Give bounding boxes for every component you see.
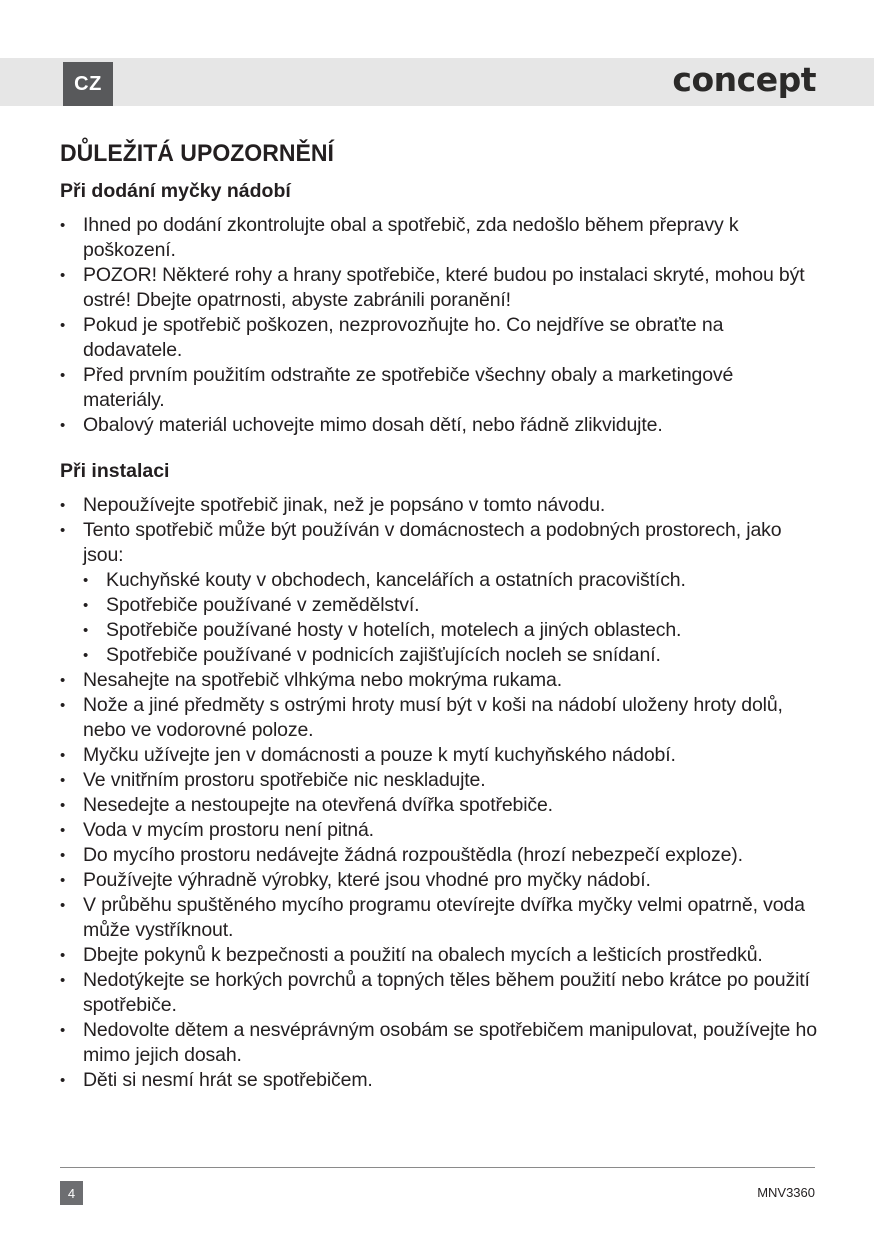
list-item: • POZOR! Některé rohy a hrany spotřebiče, které budou po instalaci skryté, mohou být ostré! Dbejte opatrnosti, abyste zabránili poranění!: [60, 263, 820, 313]
list-item: • Nože a jiné předměty s ostrými hroty musí být v koši na nádobí uloženy hroty dolů, nebo ve vodorovné poloze.: [60, 693, 820, 743]
footer-divider: [60, 1167, 815, 1168]
delivery-list: [60, 213, 820, 438]
page-title: DŮLEŽITÁ UPOZORNĚNÍ: [60, 140, 334, 167]
list-item: • Pokud je spotřebič poškozen, nezprovozňujte ho. Co nejdříve se obraťte na dodavatele.: [60, 313, 820, 363]
sublist-item: • Spotřebiče používané v podnicích zajišťujících nocleh se snídaní.: [83, 643, 820, 668]
list-item: • Do mycího prostoru nedávejte žádná rozpouštědla (hrozí nebezpečí exploze).: [60, 843, 820, 868]
list-item-text: Tento spotřebič může být používán v domácnostech a podobných prostorech, jako jsou:: [83, 519, 782, 566]
list-item: • Ihned po dodání zkontrolujte obal a spotřebič, zda nedošlo během přepravy k poškození.: [60, 213, 820, 263]
brand-logo: concept: [672, 60, 816, 99]
sublist-item: • Spotřebiče používané hosty v hotelích, motelech a jiných oblastech.: [83, 618, 820, 643]
list-item: • Nepoužívejte spotřebič jinak, než je popsáno v tomto návodu.: [60, 493, 820, 518]
language-badge: CZ: [63, 62, 113, 106]
sublist-item: • Spotřebiče používané v zemědělství.: [83, 593, 820, 618]
sublist-item: • Kuchyňské kouty v obchodech, kancelářích a ostatních pracovištích.: [83, 568, 820, 593]
list-item: • Nesahejte na spotřebič vlhkýma nebo mokrýma rukama.: [60, 668, 820, 693]
list-item: • Voda v mycím prostoru není pitná.: [60, 818, 820, 843]
list-item: • Ve vnitřním prostoru spotřebiče nic neskladujte.: [60, 768, 820, 793]
usage-sublist: [83, 568, 820, 668]
list-item: • Nedotýkejte se horkých povrchů a topných těles během použití nebo krátce po použití spotřebiče.: [60, 968, 820, 1018]
list-item: • V průběhu spuštěného mycího programu otevírejte dvířka myčky velmi opatrně, voda může vystříknout.: [60, 893, 820, 943]
list-item: • Nesedejte a nestoupejte na otevřená dvířka spotřebiče.: [60, 793, 820, 818]
list-item: • Myčku užívejte jen v domácnosti a pouze k mytí kuchyňského nádobí.: [60, 743, 820, 768]
installation-list: [60, 493, 820, 1093]
model-number: MNV3360: [757, 1185, 815, 1200]
list-item: • Nedovolte dětem a nesvéprávným osobám se spotřebičem manipulovat, používejte ho mimo jejich dosah.: [60, 1018, 820, 1068]
page-content: [60, 140, 820, 1093]
section-title-installation: Při instalaci: [60, 460, 170, 482]
list-item: • Děti si nesmí hrát se spotřebičem.: [60, 1068, 820, 1093]
list-item: • Obalový materiál uchovejte mimo dosah dětí, nebo řádně zlikvidujte.: [60, 413, 820, 438]
page-number: 4: [60, 1181, 83, 1205]
list-item: • Používejte výhradně výrobky, které jsou vhodné pro myčky nádobí.: [60, 868, 820, 893]
list-item-with-sublist: [60, 518, 820, 668]
section-title-delivery: Při dodání myčky nádobí: [60, 180, 291, 202]
list-item: • Před prvním použitím odstraňte ze spotřebiče všechny obaly a marketingové materiály.: [60, 363, 820, 413]
list-item: • Dbejte pokynů k bezpečnosti a použití na obalech mycích a lešticích prostředků.: [60, 943, 820, 968]
